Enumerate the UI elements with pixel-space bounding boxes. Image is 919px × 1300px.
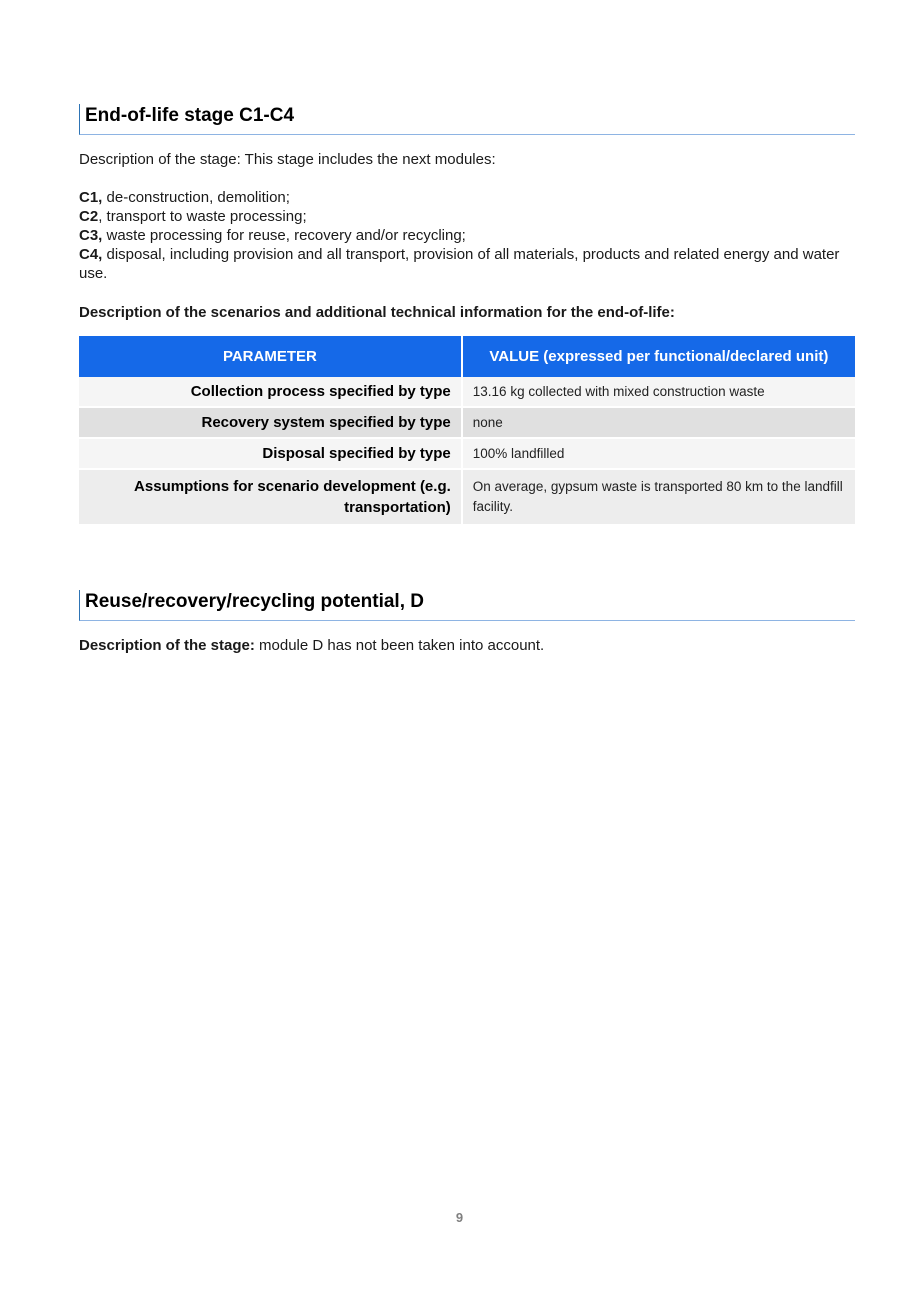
module-list bbox=[79, 188, 855, 283]
module-text: disposal, including provision and all transport, provision of all materials, products and related energy and water use. bbox=[79, 246, 840, 282]
section-heading-end-of-life: End-of-life stage C1-C4 bbox=[79, 104, 855, 135]
module-code: C2 bbox=[79, 208, 99, 225]
section-reuse bbox=[79, 590, 855, 655]
page-number: 9 bbox=[455, 1210, 464, 1225]
scenario-table bbox=[79, 336, 855, 526]
reuse-stage-description bbox=[79, 636, 855, 655]
module-line-c3 bbox=[79, 226, 855, 245]
value-cell: 13.16 kg collected with mixed construction waste bbox=[461, 377, 855, 408]
stage-description-label: Description of the stage: bbox=[79, 637, 255, 654]
value-cell: On average, gypsum waste is transported 80 km to the landfill facility. bbox=[461, 470, 855, 526]
module-code: C1, bbox=[79, 189, 103, 206]
module-text: de-construction, demolition; bbox=[102, 189, 290, 206]
parameter-cell: Assumptions for scenario development (e.g. transportation) bbox=[79, 470, 461, 526]
parameter-cell: Collection process specified by type bbox=[79, 377, 461, 408]
module-line-c1 bbox=[79, 188, 855, 207]
section-heading-reuse: Reuse/recovery/recycling potential, D bbox=[79, 590, 855, 621]
module-line-c2 bbox=[79, 207, 855, 226]
scenarios-heading: Description of the scenarios and additional technical information for the end-of-life: bbox=[79, 304, 675, 321]
table-header-row bbox=[79, 336, 855, 377]
table-header-value: VALUE (expressed per functional/declared unit) bbox=[461, 336, 855, 377]
table-row bbox=[79, 408, 855, 439]
stage-description-text: module D has not been taken into account. bbox=[254, 637, 545, 654]
parameter-cell: Disposal specified by type bbox=[79, 439, 461, 470]
table-row bbox=[79, 470, 855, 526]
module-code: C3, bbox=[79, 227, 103, 244]
value-cell: 100% landfilled bbox=[461, 439, 855, 470]
module-text: waste processing for reuse, recovery and/or recycling; bbox=[102, 227, 466, 244]
module-code: C4, bbox=[79, 246, 103, 263]
parameter-cell: Recovery system specified by type bbox=[79, 408, 461, 439]
stage-description-intro: Description of the stage: This stage includes the next modules: bbox=[79, 151, 496, 168]
table-row bbox=[79, 377, 855, 408]
value-cell: none bbox=[461, 408, 855, 439]
table-header-parameter: PARAMETER bbox=[79, 336, 461, 377]
module-text: , transport to waste processing; bbox=[98, 208, 307, 225]
table-row bbox=[79, 439, 855, 470]
module-line-c4 bbox=[79, 245, 855, 283]
